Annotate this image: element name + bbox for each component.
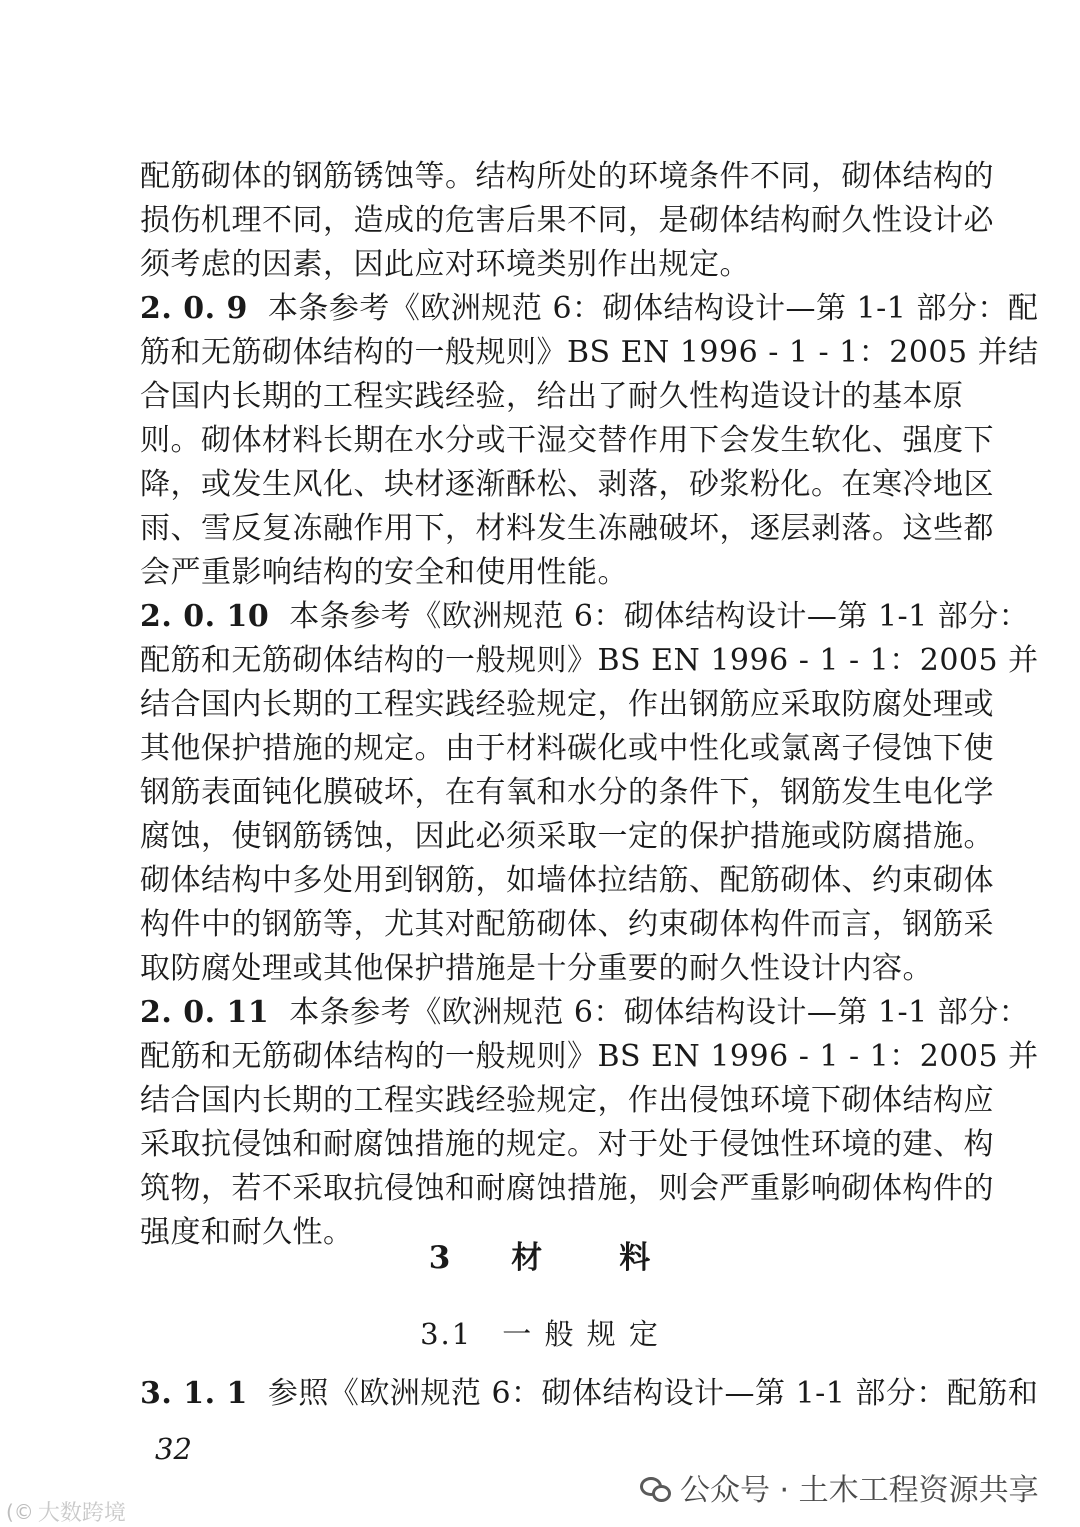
watermark-corner-text: 大数跨境 bbox=[37, 1501, 126, 1526]
watermark-text: 公众号 · 土木工程资源共享 bbox=[680, 1473, 1039, 1508]
text-line: 构件中的钢筋等，尤其对配筋砌体、约束砌体构件而言，钢筋采 bbox=[140, 907, 994, 942]
text-line: 筋和无筋砌体结构的一般规则》BS EN 1996 - 1 - 1：2005 并结 bbox=[140, 335, 1039, 370]
section-number: 3.1 bbox=[420, 1317, 473, 1351]
watermark-wechat bbox=[640, 1465, 1039, 1509]
clause-2-0-9-line bbox=[140, 287, 1039, 331]
text-line: 强度和耐久性。 bbox=[140, 1215, 354, 1250]
watermark-corner bbox=[6, 1496, 126, 1527]
page-number: 32 bbox=[155, 1432, 192, 1466]
text-segment: 本条参考《欧洲规范 6：砌体结构设计—第 1-1 部分： bbox=[289, 599, 1030, 634]
text-line: 其他保护措施的规定。由于材料碳化或中性化或氯离子侵蚀下使 bbox=[140, 731, 994, 766]
text-line: 损伤机理不同，造成的危害后果不同，是砌体结构耐久性设计必 bbox=[140, 203, 994, 238]
text-line: 合国内长期的工程实践经验，给出了耐久性构造设计的基本原 bbox=[140, 379, 964, 414]
text-line: 配筋和无筋砌体结构的一般规则》BS EN 1996 - 1 - 1：2005 并 bbox=[140, 1039, 1039, 1074]
text-line: 雨、雪反复冻融作用下，材料发生冻融破坏，逐层剥落。这些都 bbox=[140, 511, 994, 546]
chapter-heading bbox=[0, 1232, 1080, 1277]
text-line: 筑物，若不采取抗侵蚀和耐腐蚀措施，则会严重影响砌体构件的 bbox=[140, 1171, 994, 1206]
watermark-logo: (© bbox=[6, 1499, 34, 1524]
chapter-title-char: 料 bbox=[619, 1240, 652, 1276]
text-line: 则。砌体材料长期在水分或干湿交替作用下会发生软化、强度下 bbox=[140, 423, 994, 458]
chapter-title-char: 材 bbox=[511, 1240, 544, 1276]
clause-2-0-11-line bbox=[140, 991, 1030, 1035]
chapter-number: 3 bbox=[428, 1240, 452, 1276]
text-line: 取防腐处理或其他保护措施是十分重要的耐久性设计内容。 bbox=[140, 951, 933, 986]
wechat-icon bbox=[640, 1475, 670, 1499]
text-segment: 本条参考《欧洲规范 6：砌体结构设计—第 1-1 部分：配 bbox=[267, 291, 1039, 326]
text-line: 结合国内长期的工程实践经验规定，作出钢筋应采取防腐处理或 bbox=[140, 687, 994, 722]
clause-number: 3. 1. 1 bbox=[140, 1376, 248, 1411]
text-line: 钢筋表面钝化膜破坏，在有氧和水分的条件下，钢筋发生电化学 bbox=[140, 775, 994, 810]
text-segment: 参照《欧洲规范 6：砌体结构设计—第 1-1 部分：配筋和 bbox=[267, 1376, 1039, 1411]
clause-number: 2. 0. 11 bbox=[140, 995, 270, 1030]
text-line: 结合国内长期的工程实践经验规定，作出侵蚀环境下砌体结构应 bbox=[140, 1083, 994, 1118]
clause-2-0-10-line bbox=[140, 595, 1030, 639]
text-line: 会严重影响结构的安全和使用性能。 bbox=[140, 555, 628, 590]
text-line: 采取抗侵蚀和耐腐蚀措施的规定。对于处于侵蚀性环境的建、构 bbox=[140, 1127, 994, 1162]
text-line: 配筋砌体的钢筋锈蚀等。结构所处的环境条件不同，砌体结构的 bbox=[140, 159, 994, 194]
text-line: 配筋和无筋砌体结构的一般规则》BS EN 1996 - 1 - 1：2005 并 bbox=[140, 643, 1039, 678]
clause-number: 2. 0. 10 bbox=[140, 599, 270, 634]
text-line: 砌体结构中多处用到钢筋，如墙体拉结筋、配筋砌体、约束砌体 bbox=[140, 863, 994, 898]
section-heading bbox=[0, 1312, 1080, 1353]
text-line: 腐蚀，使钢筋锈蚀，因此必须采取一定的保护措施或防腐措施。 bbox=[140, 819, 994, 854]
section-title: 一 般 规 定 bbox=[502, 1317, 660, 1351]
text-line: 降，或发生风化、块材逐渐酥松、剥落，砂浆粉化。在寒冷地区 bbox=[140, 467, 994, 502]
text-segment: 本条参考《欧洲规范 6：砌体结构设计—第 1-1 部分： bbox=[289, 995, 1030, 1030]
text-line: 须考虑的因素，因此应对环境类别作出规定。 bbox=[140, 247, 750, 282]
clause-number: 2. 0. 9 bbox=[140, 291, 248, 326]
clause-3-1-1-line bbox=[140, 1372, 1039, 1416]
